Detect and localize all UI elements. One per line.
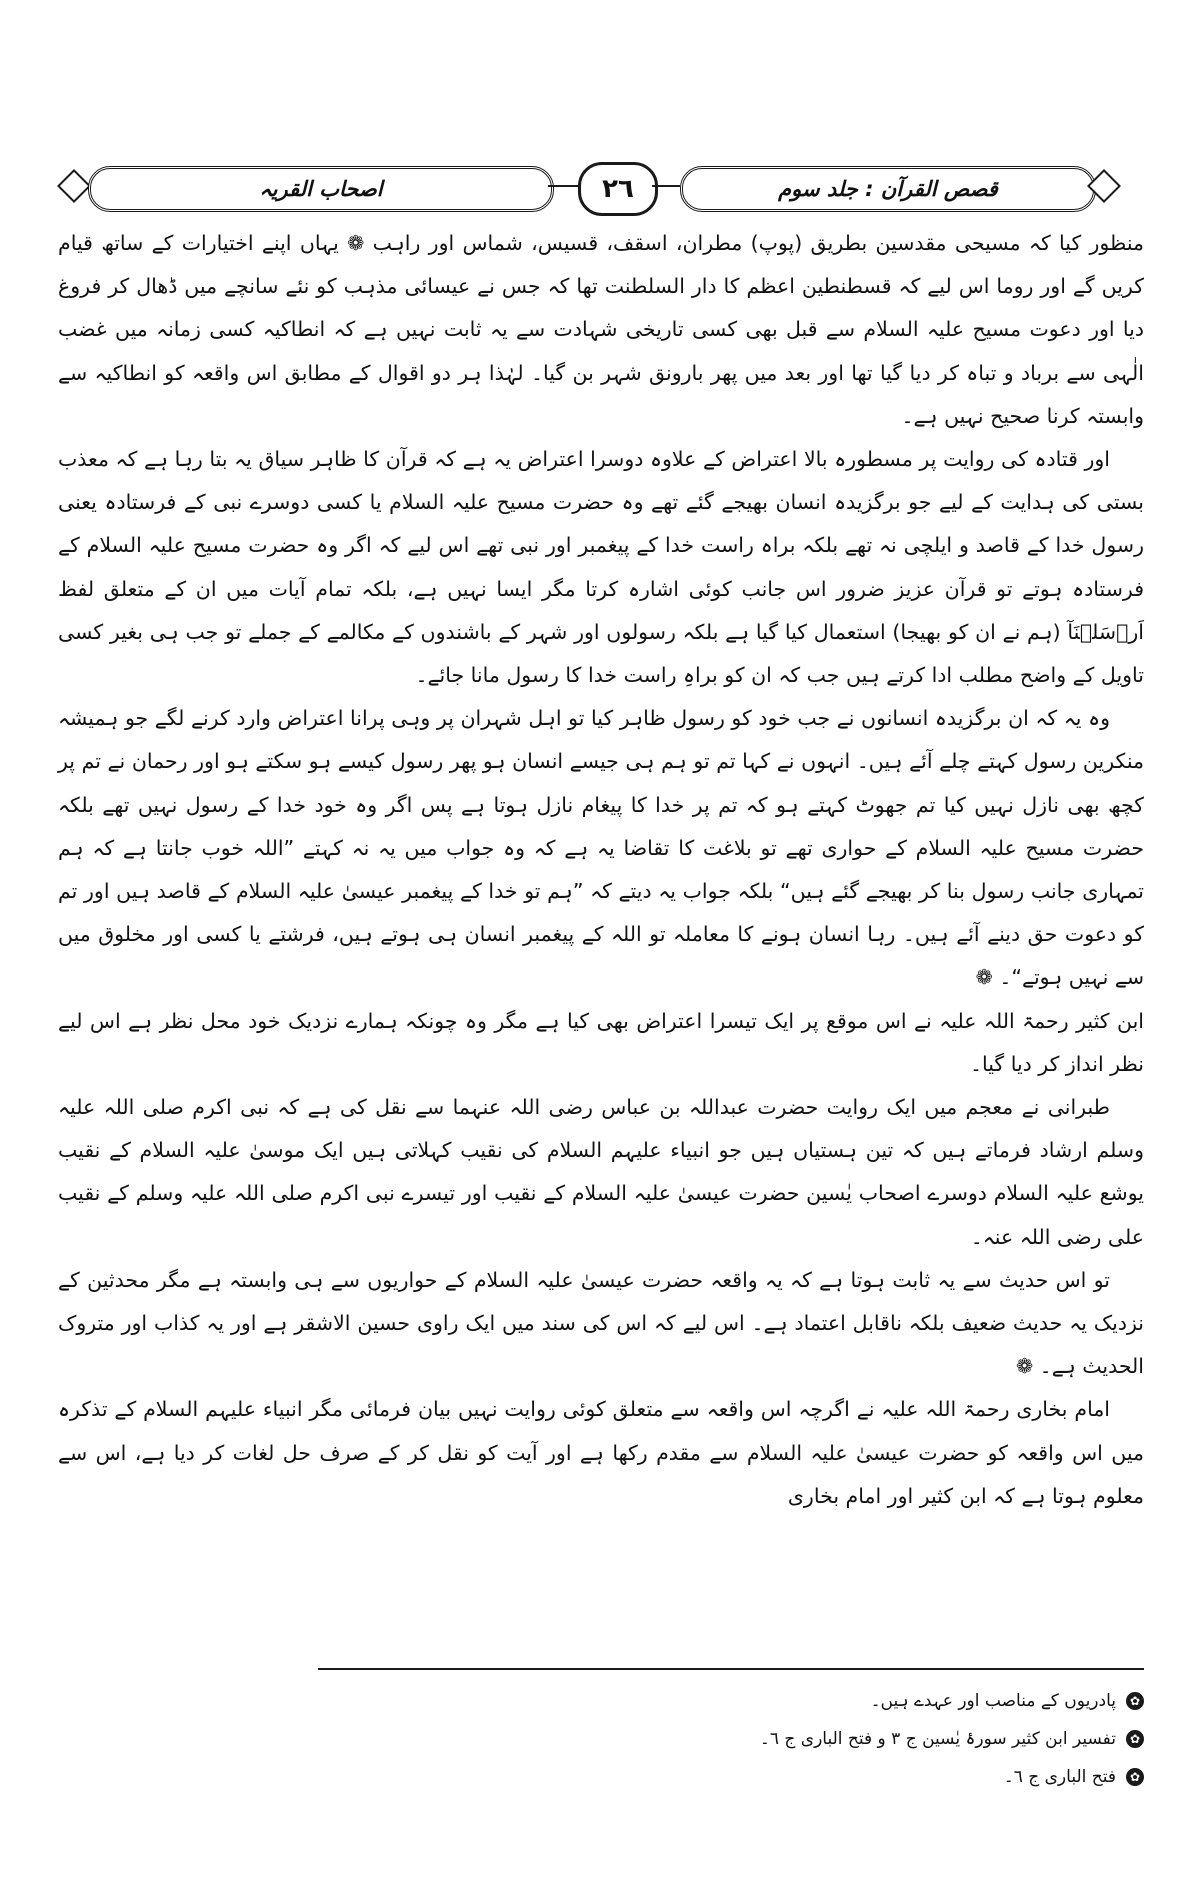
footnote-marker-icon: ✿ bbox=[1126, 1730, 1144, 1748]
paragraph: امام بخاری رحمۃ اللہ علیہ نے اگرچہ اس واقعہ سے متعلق کوئی روایت نہیں بیان فرمائی مگر انبیاء علیہم السلام کے تذکرہ میں اس واقعہ کو حضرت عیسیٰ علیہ السلام سے مقدم رکھا ہے اور آیت کو نقل کر کے صرف حل لغات کر دیا ہے، اس سے معلوم ہوتا ہے کہ ابن کثیر اور امام بخاری bbox=[58, 1397, 1144, 1508]
paragraph: تو اس حدیث سے یہ ثابت ہوتا ہے کہ یہ واقعہ حضرت عیسیٰ علیہ السلام کے حواریوں سے ہی وابستہ ہے مگر محدثین کے نزدیک یہ حدیث ضعیف بلکہ ناقابل اعتماد ہے۔ اس لیے کہ اس کی سند میں ایک راوی حسین الاشقر ہے اور یہ کذاب اور متروک الحدیث ہے۔ ❁ bbox=[58, 1267, 1144, 1379]
header-divider bbox=[652, 185, 680, 187]
footnote-marker-icon: ✿ bbox=[1126, 1768, 1144, 1786]
main-text bbox=[58, 222, 1144, 1518]
header-divider bbox=[548, 185, 578, 187]
footnote-text: پادریوں کے مناصب اور عہدے ہیں۔ bbox=[870, 1691, 1116, 1711]
paragraph: ابن کثیر رحمۃ اللہ علیہ نے اس موقع پر ایک تیسرا اعتراض بھی کیا ہے مگر وہ چونکہ ہمارے نزدیک خود محل نظر ہے اس لیے نظر انداز کر دیا گیا۔ bbox=[58, 1008, 1144, 1076]
running-header bbox=[58, 162, 1144, 214]
footnote bbox=[58, 1720, 1144, 1758]
page-number: ٢٦ bbox=[578, 162, 658, 216]
chapter-title: اصحاب القریہ bbox=[88, 166, 554, 212]
footnote-text: فتح الباری ج ٦۔ bbox=[1003, 1767, 1116, 1787]
paragraph: طبرانی نے معجم میں ایک روایت حضرت عبداللہ بن عباس رضی اللہ عنہما سے نقل کی ہے کہ نبی اکرم صلی اللہ علیہ وسلم ارشاد فرماتے ہیں کہ تین ہستیاں ہیں جو انبیاء علیہم السلام کی نقیب کہلاتی ہیں ایک موسیٰ علیہ السلام کے نقیب یوشع علیہ السلام دوسرے اصحاب یٰسین حضرت عیسیٰ علیہ السلام کے نقیب اور تیسرے نبی اکرم صلی اللہ علیہ وسلم کے نقیب علی رضی اللہ عنہ۔ bbox=[58, 1095, 1144, 1249]
paragraph: وہ یہ کہ ان برگزیدہ انسانوں نے جب خود کو رسول ظاہر کیا تو اہل شہران پر وہی پرانا اعتراض وارد کرنے لگے جو ہمیشہ منکرین رسول کہتے چلے آئے ہیں۔ انہوں نے کہا تم تو ہم ہی جیسے انسان ہو پھر رسول کیسے ہو سکتے ہو اور رحمان نے تم پر کچھ بھی نازل نہیں کیا تم جھوٹ کہتے ہو کہ تم پر خدا کا پیغام نازل ہوتا ہے پس اگر وہ خود خدا کے رسول نہیں تھے بلکہ حضرت مسیح علیہ السلام کے حواری تھے تو بلاغت کا تقاضا یہ ہے کہ وہ جواب میں یہ نہ کہتے ”اللہ خوب جانتا ہے کہ ہم تمہاری جانب رسول بنا کر بھیجے گئے ہیں“ بلکہ جواب یہ دیتے کہ ”ہم تو خدا کے پیغمبر عیسیٰ علیہ السلام کے قاصد ہیں اور تم کو دعوت حق دینے آئے ہیں۔ رہا انسان ہونے کا معاملہ تو اللہ کے پیغمبر انسان ہی ہوتے ہیں، فرشتے یا کسی اور مخلوق میں سے نہیں ہوتے“۔ ❁ bbox=[58, 706, 1144, 990]
paragraph: اور قتادہ کی روایت پر مسطورہ بالا اعتراض کے علاوہ دوسرا اعتراض یہ ہے کہ قرآن کا ظاہر سیاق یہ بتا رہا ہے کہ معذب بستی کی ہدایت کے لیے جو برگزیدہ انسان بھیجے گئے تھے وہ حضرت مسیح علیہ السلام یا کسی دوسرے نبی کے فرستادہ یعنی رسول خدا کے قاصد و ایلچی نہ تھے بلکہ براہ راست خدا کے پیغمبر اور نبی تھے اس لیے کہ اگر وہ حضرت مسیح علیہ السلام کے فرستادہ ہوتے تو قرآن عزیز ضرور اس جانب کوئی اشارہ کرتا مگر ایسا نہیں ہے، بلکہ تمام آیات میں ان کے متعلق لفظ اَرۡسَلۡنَآ (ہم نے ان کو بھیجا) استعمال کیا گیا ہے بلکہ رسولوں اور شہر کے باشندوں کے مکالمے کے جملے تو جب ہی بغیر کسی تاویل کے واضح مطلب ادا کرتے ہیں جب کہ ان کو براہِ راست خدا کا رسول مانا جائے۔ bbox=[58, 447, 1144, 688]
footnote-marker-icon: ✿ bbox=[1126, 1692, 1144, 1710]
footnote-divider bbox=[318, 1668, 1144, 1670]
footnotes bbox=[58, 1682, 1144, 1796]
footnote-text: تفسیر ابن کثیر سورۂ یٰسین ج ٣ و فتح الباری ج ٦۔ bbox=[759, 1729, 1116, 1749]
paragraph: منظور کیا کہ مسیحی مقدسین بطریق (پوپ) مطران، اسقف، قسیس، شماس اور راہب ❁ یہاں اپنے اختیارات کے ساتھ قیام کریں گے اور روما اس لیے کہ قسطنطین اعظم کا دار السلطنت تھا کہ جس نے عیسائی مذہب کو نئے سانچے میں ڈھال کر فروغ دیا اور دعوت مسیح علیہ السلام سے قبل بھی کسی تاریخی شہادت سے یہ ثابت نہیں ہے کہ انطاکیہ کسی زمانہ میں غضب الٰہی سے برباد و تباہ کر دیا گیا تھا اور بعد میں پھر بارونق شہر بن گیا۔ لہٰذا ہر دو اقوال کے مطابق اس واقعہ کو انطاکیہ سے وابستہ کرنا صحیح نہیں ہے۔ bbox=[58, 231, 1144, 428]
ornament-icon bbox=[57, 169, 91, 203]
book-title: قصص القرآن : جلد سوم bbox=[680, 166, 1096, 212]
footnote bbox=[58, 1758, 1144, 1796]
footnote bbox=[58, 1682, 1144, 1720]
